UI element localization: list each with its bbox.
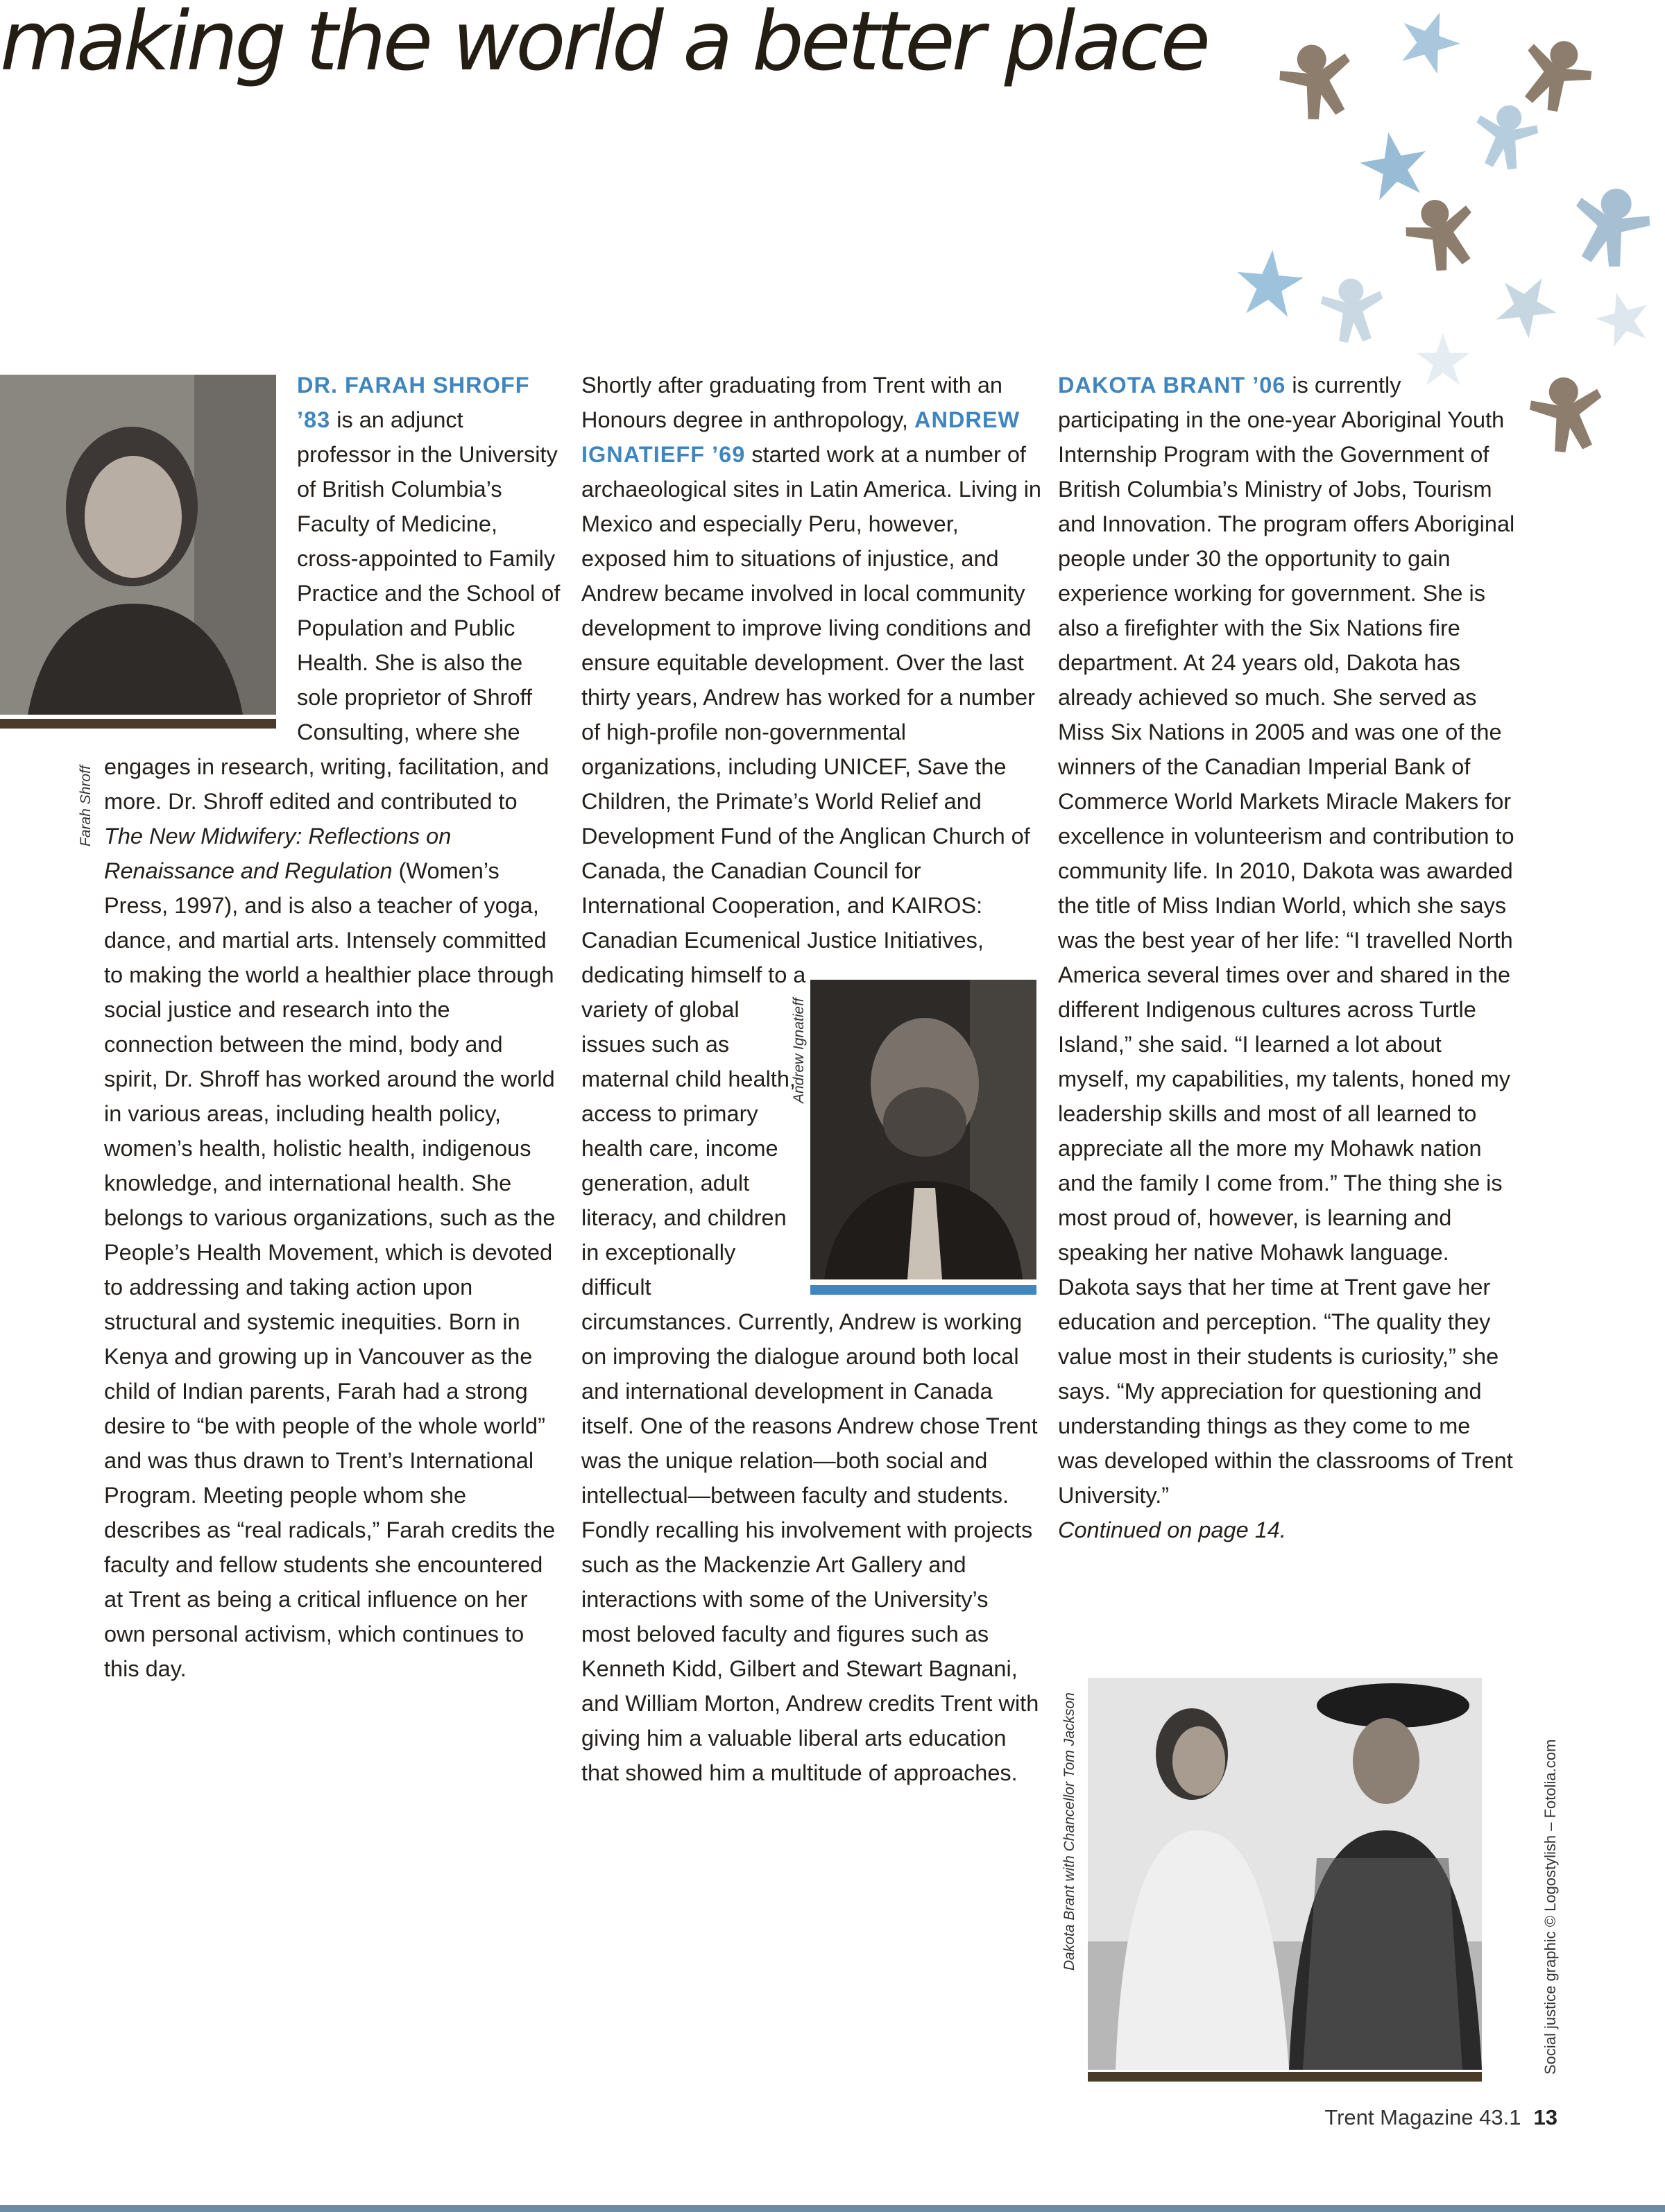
farah-year-inline: ’83	[297, 407, 331, 432]
farah-photo-space	[104, 368, 297, 734]
farah-rest: (Women’s Press, 1997), and is also a teacher of yoga, dance, and martial arts. Intensely committed to making the world a healthier place through social justice and research into the connection between the mind, body and spirit, Dr. Shroff has worked around the world in various areas, including health policy, women’s health, holistic health, indigenous knowledge, and international health. She belongs to various organizations, such as the People’s Health Movement, which is devoted to addressing and taking action upon structural and systemic inequities. Born in Kenya and growing up in Vancouver as the child of Indian parents, Farah had a strong desire to “be with people of the whole world” and was thus drawn to Trent’s International Program. Meeting people whom she describes as “real radicals,” Farah credits the faculty and fellow students she encountered at Trent as being a critical influence on her own personal activism, which continues to this day.	[104, 858, 556, 1681]
page-footer	[1324, 2105, 1557, 2130]
column-dakota-brant	[1058, 368, 1516, 1547]
dakota-brant-photo	[1088, 1678, 1482, 2070]
andrew-name: ANDREW IGNATIEFF ’69	[581, 407, 1021, 467]
andrew-photo-credit: Andrew Ignatieff	[791, 998, 807, 1103]
farah-book-title: The New Midwifery: Reflections on Renaissance and Regulation	[104, 824, 452, 883]
farah-body	[104, 368, 562, 1686]
publication-name: Trent Magazine 43.1	[1324, 2105, 1521, 2129]
column-andrew-ignatieff	[581, 368, 1042, 1790]
graphic-credit: Social justice graphic © Logostylish – Fotolia.com	[1542, 1739, 1559, 2075]
page-title: making the world a better place	[0, 0, 1208, 89]
farah-intro-inline: is an adjunct professor in the University of British Columbia’s Faculty of Medicine, cross-appointed to Family Practice and the School of Population and Public Health. She is also the sole proprietor of Shroff Consulting, where she engages in research, writing, facilitation, and more. Dr. Shroff edited and contributed to	[104, 407, 561, 814]
dakota-photo-rule	[1088, 2072, 1482, 2082]
andrew-text: started work at a number of archaeological sites in Latin America. Living in Mexico and especially Peru, however, exposed him to situations of injustice, and Andrew became involved in local community development to improve living conditions and ensure equitable development. Over the last thirty years, Andrew has worked for a number of high-profile non-governmental organizations, including UNICEF, Save the Children, the Primate’s World Relief and Development Fund of the Anglican Church of Canada, the Canadian Council for International Cooperation, and KAIROS: Canadian Ecumenical Justice Initiatives, dedicating himself to a variety of global issues such as maternal child health, access to primary health care, income generation, adult literacy, and children in exceptionally difficult circumstances. Currently, Andrew is working on improving the dialogue around both local and international development in Canada itself. One of the reasons Andrew chose Trent was the unique relation—both social and intellectual—between faculty and students. Fondly recalling his involvement with projects such as the Mackenzie Art Gallery and interactions with some of the University’s most beloved faculty and figures such as Kenneth Kidd, Gilbert and Stewart Bagnani, and William Morton, Andrew credits Trent with giving him a valuable liberal arts education that showed him a multitude of approaches.	[581, 442, 1041, 1785]
page-number: 13	[1533, 2105, 1557, 2129]
farah-name-inline: DR. FARAH SHROFF	[297, 373, 530, 398]
bottom-border	[0, 2205, 1665, 2212]
dakota-name: DAKOTA BRANT ’06	[1058, 373, 1286, 398]
andrew-lead: Shortly after graduating from Trent with an Honours degree in anthropology,	[581, 373, 1002, 432]
dakota-text: is currently participating in the one-year Aboriginal Youth Internship Program with the Government of British Columbia’s Ministry of Jobs, Tourism and Innovation. The program offers Aboriginal people under 30 the opportunity to gain experience working for government. She is also a firefighter with the Six Nations fire department. At 24 years old, Dakota has already achieved so much. She served as Miss Six Nations in 2005 and was one of the winners of the Canadian Imperial Bank of Commerce World Markets Miracle Makers for excellence in volunteerism and contribution to community life. In 2010, Dakota was awarded the title of Miss Indian World, which she says was the best year of her life: “I travelled North America several times over and shared in the different Indigenous cultures across Turtle Island,” she said. “I learned a lot about myself, my capabilities, my talents, honed my leadership skills and most of all learned to appreciate all the more my Mohawk nation and the family I come from.” The thing she is most proud of, however, is learning and speaking her native Mohawk language. Dakota says that her time at Trent gave her education and perception. “The quality they value most in their students is curiosity,” she says. “My appreciation for questioning and understanding things as they come to me was developed within the classrooms of Trent University.”	[1058, 373, 1515, 1508]
ceremony-image	[1088, 1678, 1482, 2070]
dakota-photo-credit: Dakota Brant with Chancellor Tom Jackson	[1061, 1692, 1077, 1971]
farah-photo-credit: Farah Shroff	[78, 765, 94, 846]
continued-note: Continued on page 14.	[1058, 1517, 1286, 1542]
